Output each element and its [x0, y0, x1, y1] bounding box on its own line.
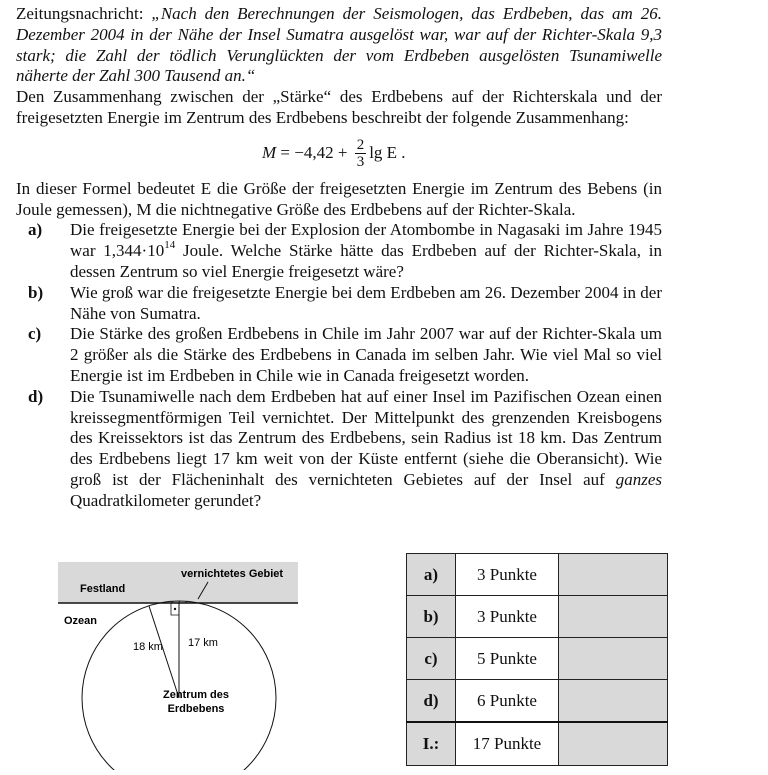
center-label-line2: Erdbebens: [167, 703, 225, 715]
exponent: 14: [164, 238, 176, 251]
task-text-part: Joule. Welche Stärke hätte das Erdbeben auf der Richter-Skala, in dessen Zentrum so viel Energie freigesetzt wäre?: [70, 241, 662, 281]
newspaper-quote: „Nach den Berechnungen der Seismologen, das Erdbeben, das am 26. Dezember 2004 in der Nähe der Insel Sumatra ausgelöst war, war auf der Richter-Skala 9,3 stark; die Zahl der tödlich Verunglückten der vom Erdbeben ausgelösten Tsunamiwelle näherte der Zahl 300 Tausend an.“: [16, 4, 662, 86]
score-cell[interactable]: [559, 722, 668, 766]
score-cell[interactable]: [559, 638, 668, 680]
task-a: [16, 220, 662, 282]
task-label: a): [28, 220, 43, 240]
points-cell: 17 Punkte: [456, 722, 559, 766]
table-row: [407, 554, 668, 596]
mainland-label: Festland: [80, 583, 126, 595]
part-cell: b): [407, 596, 456, 638]
fraction-denominator: 3: [356, 153, 365, 170]
table-row: [407, 638, 668, 680]
destroyed-area-label: vernichtetes Gebiet: [180, 568, 284, 580]
top-view-figure: [58, 560, 298, 770]
points-cell: 5 Punkte: [456, 638, 559, 680]
part-cell: a): [407, 554, 456, 596]
task-label: b): [28, 282, 44, 302]
distance-label: 17 km: [188, 637, 218, 649]
right-angle-dot: [174, 608, 176, 610]
formula-mid: = −4,42 +: [276, 143, 352, 163]
fraction-numerator: 2: [356, 136, 365, 153]
table-row: [407, 680, 668, 723]
relation-text: Den Zusammenhang zwischen der „Stärke“ des Erdbebens auf der Richterskala und der freigesetzten Energie im Zentrum des Erdbebens beschreibt der folgende Zusammenhang:: [16, 87, 662, 127]
richter-formula: [16, 131, 662, 179]
score-cell[interactable]: [559, 554, 668, 596]
part-cell: I.:: [407, 722, 456, 766]
task-text-part: Die freigesetzte Energie bei der Explosion der Atombombe in Nagasaki im Jahre 1945 war 1,344·10: [70, 220, 662, 261]
task-label: c): [28, 324, 42, 344]
task-text: Die Stärke des großen Erdbebens in Chile im Jahr 2007 war auf der Richter-Skala um 2 größer als die Stärke des Erdbebens in Canada im selben Jahr. Wie viel Mal so viel Energie ist im Erdbeben in Chile wie in Canada freigesetzt worden.: [70, 324, 662, 385]
formula-lhs: M: [262, 143, 277, 163]
newspaper-intro: [16, 4, 662, 87]
task-emphasis: ganzes: [615, 469, 662, 489]
ocean-label: Ozean: [64, 615, 98, 627]
task-text-part: Die Tsunamiwelle nach dem Erdbeben hat auf einer Insel im Pazifischen Ozean einen kreissegmentförmigen Teil vernichtet. Der Mittelpunkt des grenzenden Kreisbogens des Kreissektors ist das Zentrum des Erdbebens, sein Radius ist 18 km. Das Zentrum des Erdbebens liegt 17 km weit von der Küste entfernt (siehe die Oberansicht). Wie groß ist der Flächeninhalt des vernichteten Gebietes auf der Insel auf: [70, 386, 662, 489]
task-text: [70, 387, 662, 512]
points-cell: 3 Punkte: [456, 596, 559, 638]
points-table: [406, 553, 668, 766]
center-label-line1: Zentrum des: [162, 689, 230, 701]
task-d: [16, 387, 662, 512]
exercise-page: [16, 4, 662, 512]
points-cell: 6 Punkte: [456, 680, 559, 723]
part-cell: d): [407, 680, 456, 723]
figure-drawing: [58, 560, 298, 770]
task-label: d): [28, 386, 44, 406]
score-cell[interactable]: [559, 596, 668, 638]
score-cell[interactable]: [559, 680, 668, 723]
table-row-total: [407, 722, 668, 766]
formula-rhs: lg E .: [369, 143, 406, 163]
task-b: [16, 283, 662, 325]
task-text: Wie groß war die freigesetzte Energie bei dem Erdbeben am 26. Dezember 2004 in der Nähe von Sumatra.: [70, 282, 662, 323]
points-cell: 3 Punkte: [456, 554, 559, 596]
radius-label: 18 km: [133, 641, 163, 653]
newspaper-label: Zeitungsnachricht:: [16, 4, 152, 23]
part-cell: c): [407, 638, 456, 680]
formula-explanation: In dieser Formel bedeutet E die Größe der freigesetzten Energie im Zentrum des Bebens (in Joule gemessen), M die nichtnegative Größe des Erdbebens auf der Richter-Skala.: [16, 178, 662, 219]
task-text: [70, 220, 662, 282]
task-text-part: Quadratkilometer gerundet?: [70, 490, 262, 510]
task-list: [16, 220, 662, 511]
table-row: [407, 596, 668, 638]
task-c: [16, 324, 662, 386]
formula-fraction: [355, 137, 367, 170]
